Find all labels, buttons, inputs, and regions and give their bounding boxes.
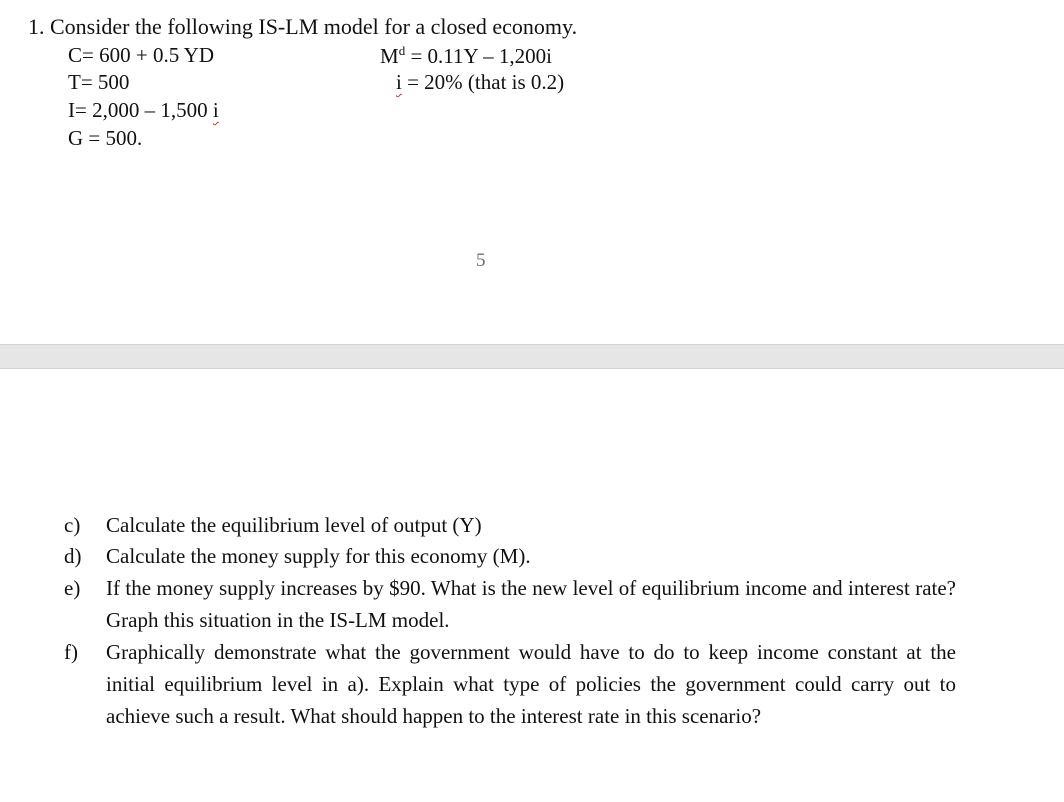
page-number: 5 — [476, 250, 486, 271]
question-number: 1. — [28, 14, 45, 39]
interest-rate-variable: i — [396, 70, 402, 94]
question-heading — [28, 14, 577, 40]
page-break-separator — [0, 344, 1064, 369]
part-c — [64, 509, 964, 541]
part-text: If the money supply increases by $90. What is the new level of equilibrium income and interest rate? Graph this situation in the IS-LM model. — [106, 576, 956, 632]
consumption-equation: C= 600 + 0.5 YD — [68, 43, 214, 67]
investment-equation-prefix: I= 2,000 – 1,500 — [68, 98, 213, 122]
part-text: Calculate the equilibrium level of output (Y) — [106, 513, 482, 537]
part-d — [64, 540, 964, 572]
part-label: f) — [64, 640, 78, 664]
government-equation: G = 500. — [68, 126, 143, 150]
money-demand-superscript: d — [398, 43, 406, 58]
part-f — [64, 636, 956, 732]
question-prompt: Consider the following IS-LM model for a closed economy. — [50, 14, 578, 39]
part-e — [64, 572, 956, 636]
part-label: e) — [64, 576, 81, 600]
taxes-equation: T= 500 — [68, 70, 130, 94]
money-demand-symbol: M — [380, 44, 399, 68]
part-label: d) — [64, 544, 82, 568]
investment-interest-variable: i — [212, 98, 219, 122]
interest-rate-equation — [396, 70, 564, 95]
interest-rate-value: = 20% (that is 0.2) — [401, 70, 565, 94]
money-demand-equation — [380, 43, 552, 69]
part-label: c) — [64, 513, 81, 537]
part-text: Calculate the money supply for this economy (M). — [106, 544, 531, 568]
part-text: Graphically demonstrate what the government would have to do to keep income constant at the initial equilibrium level in a). Explain what type of policies the government could carry out to achieve such a result. What should happen to the interest rate in this scenario? — [106, 640, 956, 728]
investment-equation — [68, 98, 219, 123]
money-demand-rhs: = 0.11Y – 1,200i — [405, 44, 552, 68]
